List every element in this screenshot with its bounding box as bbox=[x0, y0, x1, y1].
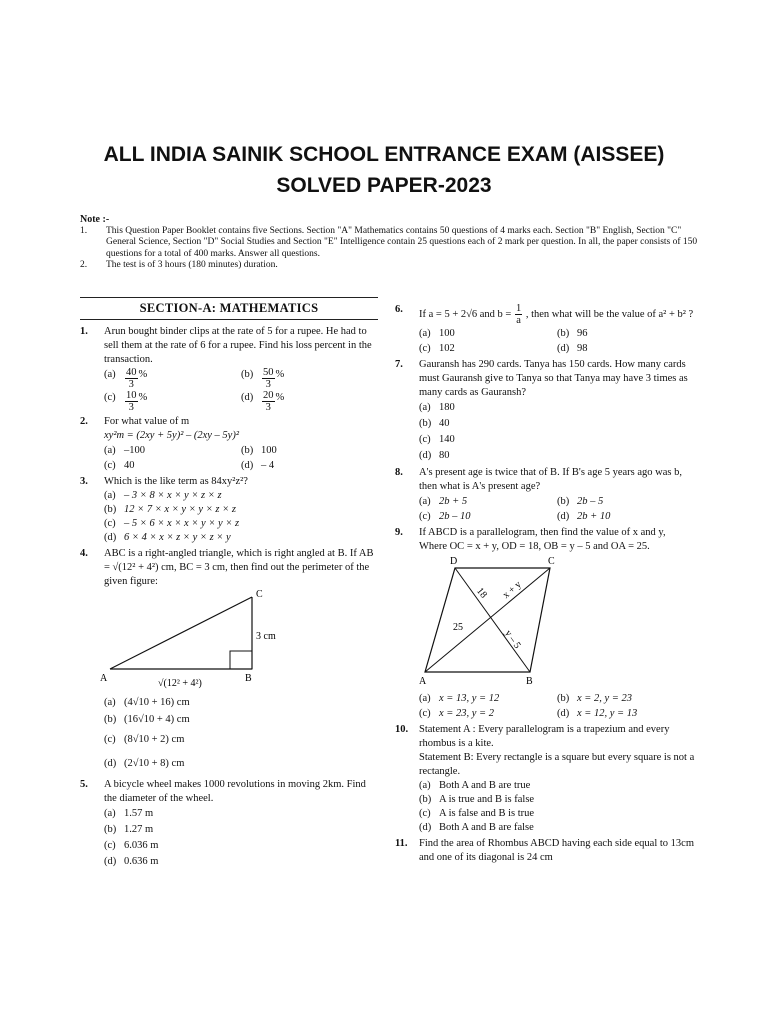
note-item: 2. The test is of 3 hours (180 minutes) duration. bbox=[80, 260, 278, 270]
question-4: 4. ABC is a right-angled triangle, which is right angled at B. If AB = √(12² + 4²) cm, BC = 3 cm, then find out the perimeter of the given figure: bbox=[80, 548, 374, 587]
option[interactable]: (c) 2b – 10 bbox=[419, 511, 471, 522]
q10-options bbox=[419, 779, 695, 835]
option[interactable]: (d) – 4 bbox=[241, 460, 275, 471]
page-title-line1: ALL INDIA SAINIK SCHOOL ENTRANCE EXAM (AISSEE) bbox=[103, 143, 665, 166]
question-3: 3. Which is the like term as 84xy²z²? bbox=[80, 476, 248, 487]
oc-label: x + y bbox=[500, 579, 524, 601]
vertex-c: C bbox=[548, 556, 555, 567]
option[interactable]: (a) 100 bbox=[419, 328, 455, 339]
option[interactable]: (c) x = 23, y = 2 bbox=[419, 708, 494, 719]
vertex-c: C bbox=[256, 589, 263, 600]
option[interactable]: (b) 12 × 7 × x × y × y × z × z bbox=[104, 504, 236, 515]
option[interactable]: (d) x = 12, y = 13 bbox=[557, 708, 638, 719]
option[interactable]: (c) (8√10 + 2) cm bbox=[104, 734, 185, 745]
triangle-figure bbox=[80, 589, 378, 689]
page-title-line2: SOLVED PAPER-2023 bbox=[276, 174, 492, 197]
vertex-a: A bbox=[419, 676, 427, 686]
q8-options bbox=[419, 494, 695, 524]
vertex-d: D bbox=[450, 556, 458, 567]
q2-options bbox=[104, 443, 378, 473]
option[interactable]: (d) 80 bbox=[419, 450, 450, 461]
option[interactable]: (b) $\frac{50}{3}$ % bbox=[241, 367, 285, 390]
option[interactable]: (c) $\frac{10}{3}$ % bbox=[104, 390, 148, 413]
option[interactable]: (d) 2b + 10 bbox=[557, 511, 611, 522]
option[interactable]: (c) – 5 × 6 × x × x × y × y × z bbox=[104, 518, 240, 529]
option[interactable]: (a) – 3 × 8 × x × y × z × z bbox=[104, 490, 222, 501]
q5-options bbox=[104, 806, 378, 870]
option[interactable]: (a) Both A and B are true bbox=[419, 780, 531, 791]
side-bc-label: 3 cm bbox=[256, 631, 276, 642]
question-6: 6. If a = 5 + 2√6 and b = $\frac{1}{a}$ , then what will be the value of a² + b² ? bbox=[395, 303, 694, 326]
q6-options bbox=[419, 326, 695, 356]
question-8: 8. A's present age is twice that of B. If B's age 5 years ago was b, then what is A's present age? bbox=[395, 467, 683, 492]
q7-options bbox=[419, 400, 695, 464]
option[interactable]: (d) 98 bbox=[557, 343, 588, 354]
option[interactable]: (b) 2b – 5 bbox=[557, 496, 604, 507]
section-heading: SECTION-A: MATHEMATICS bbox=[80, 297, 378, 320]
option[interactable]: (c) A is false and B is true bbox=[419, 808, 535, 819]
od-label: 18 bbox=[474, 585, 489, 601]
vertex-b: B bbox=[245, 673, 252, 684]
option[interactable]: (a) –100 bbox=[104, 445, 145, 456]
question-11: 11. Find the area of Rhombus ABCD having each side equal to 13cm and one of its diagonal is 24 cm bbox=[395, 838, 694, 863]
option[interactable]: (a) 1.57 m bbox=[104, 808, 154, 819]
option[interactable]: (b) 1.27 m bbox=[104, 824, 154, 835]
option[interactable]: (d) Both A and B are false bbox=[419, 822, 534, 833]
question-9: 9. If ABCD is a parallelogram, then find the value of x and y, Where OC = x + y, OD = 18, OB = y – 5 and OA = 25. bbox=[395, 527, 666, 552]
option[interactable]: (a) $\frac{40}{3}$ % bbox=[104, 367, 148, 390]
option[interactable]: (c) 40 bbox=[104, 460, 135, 471]
option[interactable]: (b) (16√10 + 4) cm bbox=[104, 714, 190, 725]
note-block bbox=[80, 214, 700, 272]
left-column bbox=[80, 297, 378, 870]
note-item: 1. This Question Paper Booklet contains five Sections. Section "A" Mathematics contains 50 questions of 4 marks each. Section "B" English, Section "C" General Science, Section "D" Social Studies and Section "E" Intelligence contain 25 questions each of 2 mark per question. In all, the paper consists of 150 questions for a total of 400 marks. Answer all questions. bbox=[80, 225, 698, 259]
parallelogram-figure bbox=[395, 554, 695, 686]
question-2: 2. For what value of m xy²m = (2xy + 5y)² – (2xy – 5y)² bbox=[80, 416, 239, 441]
option[interactable]: (b) x = 2, y = 23 bbox=[557, 693, 632, 704]
option[interactable]: (c) 102 bbox=[419, 343, 455, 354]
option[interactable]: (c) 6.036 m bbox=[104, 840, 159, 851]
option[interactable]: (a) (4√10 + 16) cm bbox=[104, 697, 190, 708]
option[interactable]: (a) 180 bbox=[419, 402, 455, 413]
q1-options bbox=[104, 367, 378, 413]
ob-label: y – 5 bbox=[502, 628, 523, 651]
vertex-a: A bbox=[100, 673, 108, 684]
question-7: 7. Gauransh has 290 cards. Tanya has 150 cards. How many cards must Gauransh give to Tanya so that Tanya may have 3 times as many cards as Gauransh? bbox=[395, 359, 688, 398]
option[interactable]: (a) 2b + 5 bbox=[419, 496, 468, 507]
question-10: 10. Statement A : Every parallelogram is a trapezium and every rhombus is a kite. Statement B: Every rectangle is a square but every square is not a rectangle. bbox=[395, 724, 695, 777]
q9-options bbox=[419, 691, 695, 721]
oa-label: 25 bbox=[453, 622, 463, 633]
side-ab-label: √(12² + 4²) bbox=[158, 678, 202, 689]
option[interactable]: (d) 6 × 4 × x × z × y × z × y bbox=[104, 532, 231, 543]
q4-options bbox=[104, 694, 378, 776]
option[interactable]: (b) 40 bbox=[419, 418, 450, 429]
option[interactable]: (b) 96 bbox=[557, 328, 588, 339]
right-column bbox=[395, 301, 695, 865]
question-1: 1. Arun bought binder clips at the rate of 5 for a rupee. He had to sell them at the rate of 6 for a rupee. Find his loss percent in the transaction. bbox=[80, 326, 372, 365]
option[interactable]: (b) 100 bbox=[241, 445, 277, 456]
q3-options bbox=[104, 489, 378, 545]
note-heading: Note :- bbox=[80, 214, 110, 225]
vertex-b: B bbox=[526, 676, 533, 686]
option[interactable]: (d) $\frac{20}{3}$ % bbox=[241, 390, 285, 413]
option[interactable]: (d) (2√10 + 8) cm bbox=[104, 758, 185, 769]
option[interactable]: (b) A is true and B is false bbox=[419, 794, 535, 805]
question-5: 5. A bicycle wheel makes 1000 revolutions in moving 2km. Find the diameter of the wheel. bbox=[80, 779, 366, 804]
option[interactable]: (a) x = 13, y = 12 bbox=[419, 693, 500, 704]
option[interactable]: (d) 0.636 m bbox=[104, 856, 159, 867]
option[interactable]: (c) 140 bbox=[419, 434, 455, 445]
